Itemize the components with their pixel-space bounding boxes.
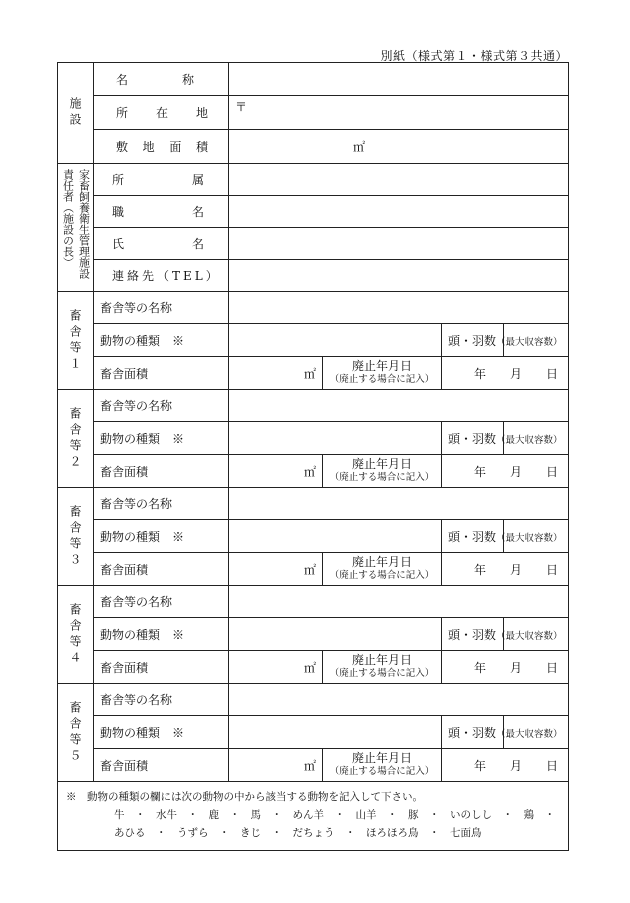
facility-area-label: 敷地面積	[116, 140, 208, 154]
barn-5-abolish-note: （廃止する場合に記入）	[329, 766, 435, 777]
barn-4-heads-note: （最大収容数）	[496, 630, 563, 642]
barn-2-abolish-label: 廃止年月日	[351, 457, 412, 471]
barn-3-month: 月	[509, 562, 522, 577]
barn-3-area-unit: ㎡	[303, 562, 316, 577]
barn-1-area-label: 畜舎面積	[94, 357, 229, 390]
barn-3-species-field[interactable]	[229, 520, 442, 553]
barn-3-name-label: 畜舎等の名称	[94, 488, 229, 520]
barn-3-name-field[interactable]	[229, 488, 569, 520]
barn-1-area-field[interactable]	[229, 357, 323, 390]
barn-5-area-field[interactable]	[229, 749, 323, 782]
barn-5-name-label: 畜舎等の名称	[94, 684, 229, 716]
barn-5-species-field[interactable]	[229, 716, 442, 749]
manager-label-b: 責任者（施設の長）	[61, 168, 75, 268]
manager-name-field[interactable]	[229, 228, 569, 260]
barn-1-abolish-label: 廃止年月日	[351, 359, 412, 373]
barn-4-name-field[interactable]	[229, 586, 569, 618]
facility-address-field[interactable]	[229, 96, 569, 130]
barn-3-heads-label: 頭・羽数	[448, 529, 497, 544]
barn-2-day: 日	[545, 464, 558, 479]
barn-5-label: 畜舎等５	[58, 684, 94, 782]
barn-2-year: 年	[474, 464, 487, 479]
barn-2-label: 畜舎等２	[58, 390, 94, 488]
barn-3-species-label: 動物の種類 ※	[94, 520, 229, 553]
barn-3-area-field[interactable]	[229, 553, 323, 586]
barn-5-month: 月	[509, 758, 522, 773]
barn-4-species-field[interactable]	[229, 618, 442, 651]
barn-3-day: 日	[545, 562, 558, 577]
barn-2-heads-label: 頭・羽数	[448, 431, 497, 446]
barn-1-year: 年	[474, 366, 487, 381]
notes-line-3: あひる ・ うずら ・ きじ ・ だちょう ・ ほろほろ鳥 ・ 七面鳥	[114, 827, 482, 839]
barn-3-abolish-label: 廃止年月日	[351, 555, 412, 569]
barn-4-day: 日	[545, 660, 558, 675]
barn-2-area-field[interactable]	[229, 455, 323, 488]
notes-line-2: 牛 ・ 水牛 ・ 鹿 ・ 馬 ・ めん羊 ・ 山羊 ・ 豚 ・ いのしし ・ 鶏 ・	[114, 809, 555, 821]
manager-name-label: 氏名	[112, 237, 204, 251]
barn-3-abolish-date-field[interactable]	[442, 553, 569, 586]
barn-4-abolish-date-field[interactable]	[442, 651, 569, 684]
barn-5-heads-note: （最大収容数）	[496, 728, 563, 740]
barn-1-species-label: 動物の種類 ※	[94, 324, 229, 357]
barn-1-heads-label: 頭・羽数	[448, 333, 497, 348]
barn-5-abolish-date-field[interactable]	[442, 749, 569, 782]
barn-1-heads-note: （最大収容数）	[496, 336, 563, 348]
barn-5-area-unit: ㎡	[303, 758, 316, 773]
facility-section-label: 施設	[58, 63, 94, 164]
notes-line-1: ※ 動物の種類の欄には次の動物の中から該当する動物を記入して下さい。	[66, 791, 423, 803]
barn-1-area-unit: ㎡	[303, 366, 316, 381]
barn-4-area-unit: ㎡	[303, 660, 316, 675]
facility-name-label: 名称	[116, 72, 194, 87]
barn-5-year: 年	[474, 758, 487, 773]
barn-4-heads-label: 頭・羽数	[448, 627, 497, 642]
facility-area-field[interactable]	[229, 130, 569, 164]
facility-area-unit: ㎡	[353, 140, 366, 154]
barn-4-abolish-note: （廃止する場合に記入）	[329, 668, 435, 679]
position-field[interactable]	[229, 196, 569, 228]
facility-address-label: 所在地	[116, 106, 208, 120]
barn-1-label: 畜舎等１	[58, 292, 94, 390]
barn-1-month: 月	[509, 366, 522, 381]
registration-form-table	[57, 62, 569, 851]
barn-5-area-label: 畜舎面積	[94, 749, 229, 782]
barn-2-abolish-date-field[interactable]	[442, 455, 569, 488]
barn-2-month: 月	[509, 464, 522, 479]
barn-2-area-label: 畜舎面積	[94, 455, 229, 488]
barn-3-heads-note: （最大収容数）	[496, 532, 563, 544]
barn-1-name-field[interactable]	[229, 292, 569, 324]
affiliation-field[interactable]	[229, 164, 569, 196]
contact-label: 連絡先（TEL）	[112, 269, 221, 283]
barn-5-heads-label: 頭・羽数	[448, 725, 497, 740]
barn-2-species-label: 動物の種類 ※	[94, 422, 229, 455]
barn-3-abolish-note: （廃止する場合に記入）	[329, 570, 435, 581]
manager-label-a: 家畜飼養衛生管理施設	[77, 168, 91, 279]
facility-name-field[interactable]	[229, 63, 569, 96]
barn-3-year: 年	[474, 562, 487, 577]
barn-2-name-field[interactable]	[229, 390, 569, 422]
barn-4-year: 年	[474, 660, 487, 675]
position-label: 職名	[112, 205, 204, 219]
barn-5-day: 日	[545, 758, 558, 773]
affiliation-label: 所属	[112, 173, 204, 187]
barn-2-heads-note: （最大収容数）	[496, 434, 563, 446]
barn-2-name-label: 畜舎等の名称	[94, 390, 229, 422]
barn-1-name-label: 畜舎等の名称	[94, 292, 229, 324]
barn-4-label: 畜舎等４	[58, 586, 94, 684]
barn-2-area-unit: ㎡	[303, 464, 316, 479]
barn-4-month: 月	[509, 660, 522, 675]
species-notes	[58, 782, 569, 851]
barn-1-abolish-note: （廃止する場合に記入）	[329, 374, 435, 385]
contact-field[interactable]	[229, 260, 569, 292]
barn-3-area-label: 畜舎面積	[94, 553, 229, 586]
postal-mark: 〒	[235, 100, 248, 114]
barn-4-area-label: 畜舎面積	[94, 651, 229, 684]
barn-5-name-field[interactable]	[229, 684, 569, 716]
form-header-title: 別紙（様式第１・様式第３共通）	[380, 49, 568, 63]
manager-section-label	[58, 164, 94, 292]
barn-1-day: 日	[545, 366, 558, 381]
barn-4-name-label: 畜舎等の名称	[94, 586, 229, 618]
barn-4-area-field[interactable]	[229, 651, 323, 684]
barn-2-species-field[interactable]	[229, 422, 442, 455]
barn-5-species-label: 動物の種類 ※	[94, 716, 229, 749]
barn-1-species-field[interactable]	[229, 324, 442, 357]
barn-4-abolish-label: 廃止年月日	[351, 653, 412, 667]
barn-1-abolish-date-field[interactable]	[442, 357, 569, 390]
barn-3-label: 畜舎等３	[58, 488, 94, 586]
barn-2-abolish-note: （廃止する場合に記入）	[329, 472, 435, 483]
barn-5-abolish-label: 廃止年月日	[351, 751, 412, 765]
barn-4-species-label: 動物の種類 ※	[94, 618, 229, 651]
